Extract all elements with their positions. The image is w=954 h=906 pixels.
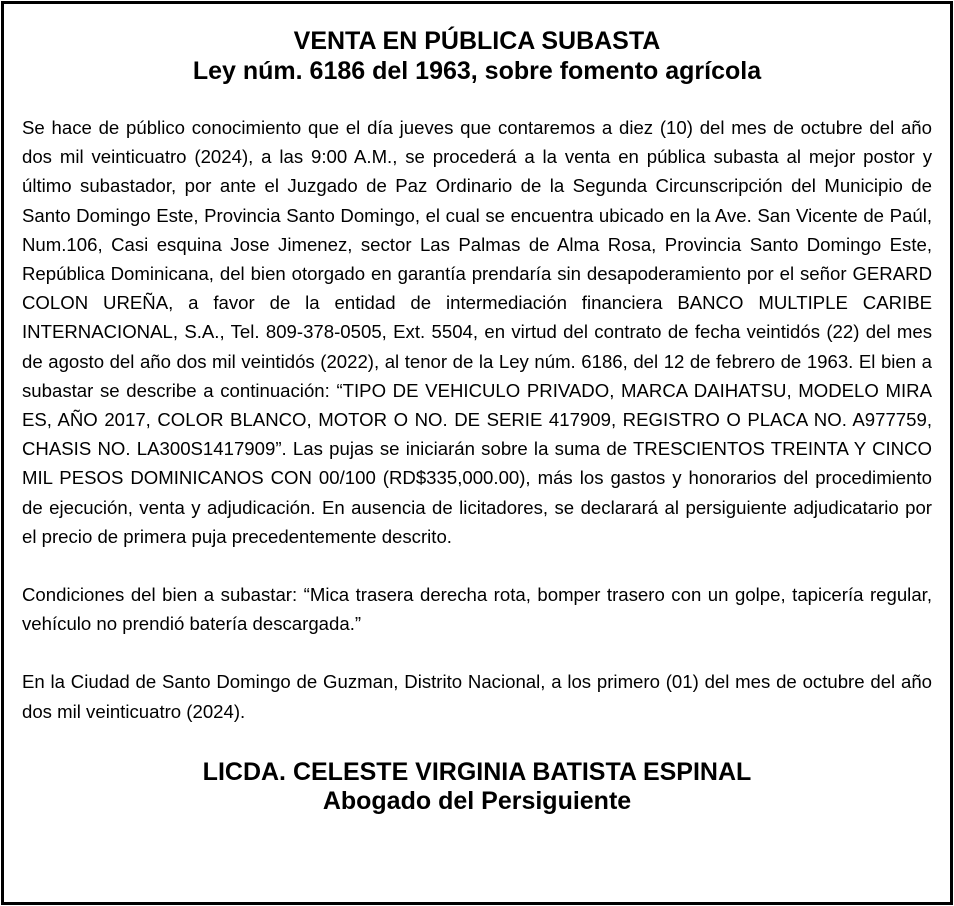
- legal-notice: [1, 1, 953, 905]
- notice-paragraph-main: Se hace de público conocimiento que el día jueves que contaremos a diez (10) del mes de octubre del año dos mil veinticuatro (2024), a las 9:00 A.M., se procederá a la venta en pública subasta al mejor postor y último subastador, por ante el Juzgado de Paz Ordinario de la Segunda Circunscripción del Municipio de Santo Domingo Este, Provincia Santo Domingo, el cual se encuentra ubicado en la Ave. San Vicente de Paúl, Num.106, Casi esquina Jose Jimenez, sector Las Palmas de Alma Rosa, Provincia Santo Domingo Este, República Dominicana, del bien otorgado en garantía prendaría sin desapoderamiento por el señor GERARD COLON UREÑA, a favor de la entidad de intermediación financiera BANCO MULTIPLE CARIBE INTERNACIONAL, S.A., Tel. 809-378-0505, Ext. 5504, en virtud del contrato de fecha veintidós (22) del mes de agosto del año dos mil veintidós (2022), al tenor de la Ley núm. 6186, del 12 de febrero de 1963. El bien a subastar se describe a continuación: “TIPO DE VEHICULO PRIVADO, MARCA DAIHATSU, MODELO MIRA ES, AÑO 2017, COLOR BLANCO, MOTOR O NO. DE SERIE 417909, REGISTRO O PLACA NO. A977759, CHASIS NO. LA300S1417909”. Las pujas se iniciarán sobre la suma de TRESCIENTOS TREINTA Y CINCO MIL PESOS DOMINICANOS CON 00/100 (RD$335,000.00), más los gastos y honorarios del procedimiento de ejecución, venta y adjudicación. En ausencia de licitadores, se declarará al persiguiente adjudicatario por el precio de primera puja precedentemente descrito.: [22, 117, 932, 547]
- notice-content: [22, 26, 932, 816]
- notice-paragraph-date: En la Ciudad de Santo Domingo de Guzman, Distrito Nacional, a los primero (01) del mes de octubre del año dos mil veinticuatro (2024).: [22, 671, 932, 722]
- title-line-2: Ley núm. 6186 del 1963, sobre fomento agrícola: [192, 57, 762, 85]
- title-line-1: VENTA EN PÚBLICA SUBASTA: [293, 27, 661, 55]
- signature-block: [22, 758, 932, 816]
- notice-title: [22, 26, 932, 86]
- signature-role: Abogado del Persiguiente: [322, 786, 632, 815]
- signature-name: LICDA. CELESTE VIRGINIA BATISTA ESPINAL: [202, 757, 752, 786]
- notice-paragraph-conditions: Condiciones del bien a subastar: “Mica trasera derecha rota, bomper trasero con un golpe, tapicería regular, vehículo no prendió batería descargada.”: [22, 584, 932, 635]
